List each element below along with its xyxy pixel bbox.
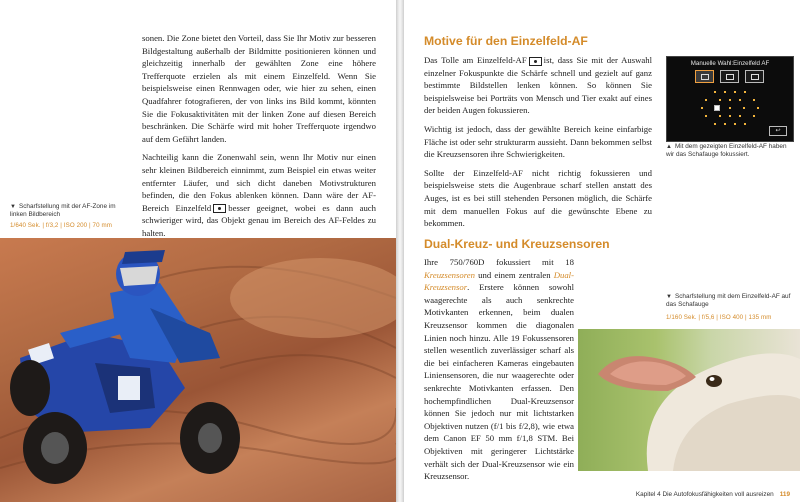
- quad-rider-illustration: [0, 238, 396, 502]
- heading-dual-kreuz: Dual-Kreuz- und Kreuzsensoren: [424, 237, 610, 251]
- page-footer: [636, 491, 790, 498]
- section2-part-b: und einem zentralen: [478, 269, 551, 280]
- caption-triangle-icon: ▼: [10, 204, 16, 210]
- quad-rider-photo: [0, 238, 396, 502]
- heading-einzelfeld-af: Motive für den Einzelfeld-AF: [424, 34, 588, 48]
- lcd-mode-zone-icon: [720, 70, 739, 83]
- left-paragraph-1: sonen. Die Zone bietet den Vorteil, dass Sie Ihr Motiv zur besseren Bildgestaltung außerhalb der Bildmitte positionieren können und gleichzeitig innerhalb der gewählten Zone eine höhere Trefferquote erzielen als mit einem Einzelfeld. Wenn Sie beispielsweise einen Rennwagen oder, wie hier zu sehen, einen Quadfahrer fotografieren, der von links ins Bild kommt, könnten Sie die Fokusaktivitäten mit der linken Zone auf diesen Bereich beschränken. Die Schärfe wird mit hoher Trefferquote irgendwo auf dem Gefährt landen.: [142, 33, 376, 144]
- section2-paragraph: [424, 256, 574, 483]
- lcd-mode-single-point-icon: [695, 70, 714, 83]
- section2-part-c: . Erstere können sowohl waagerechte als auch senkrechte Motivkanten erkennen, beim dualen Kreuzsensor kommen die diagonalen Linien noch hinzu. Alle 19 Fokussensoren stellen wesentlich zuverlässiger scharf als die bei einfacheren Kameras eingebauten Liniensensoren, die nur waagerechte oder senkrechte Motivkanten erfassen. Den hochempfindlichen Dual-Kreuzsensor können Sie jedoch nur mit lichtstarken Objektiven nutzen (f/1 bis f/2,8), wie etwa dem Canon EF 50 mm f/1,8 STM. Bei Objektiven mit geringerer Lichtstärke verhält sich der Dual-Kreuzsensor wie ein Kreuzsensor.: [424, 282, 574, 482]
- section2-text: [424, 256, 574, 489]
- section1-paragraph-1-part1: Das Tolle am Einzelfeld-AF: [424, 55, 527, 65]
- term-dual-kreuzsensor: Dual-Kreuzsensor: [424, 269, 574, 293]
- moto-exif: 1/640 Sek. | f/3,2 | ISO 200 | 70 mm: [10, 222, 112, 229]
- left-page: [0, 0, 396, 502]
- lcd-mode-auto-icon: [745, 70, 764, 83]
- left-paragraph-2-part1: Nachteilig kann die Zonenwahl sein, wenn Ihr Motiv nur einen sehr kleinen Bildbereich einnimmt, zum Beispiel ein etwas weiter entfernter Läufer, und sich dicht daneben Motivstrukturen befinden, die den Fokus ablenken können. Dann wäre der AF-Bereich Einzelfeld: [142, 152, 376, 213]
- section1-paragraph-2: Wichtig ist jedoch, dass der gewählte Bereich keine einfarbige Fläche ist oder sehr strukturarm aussieht. Dann bekommen selbst die Kreuzsensoren ihre Schwierigkeiten.: [424, 123, 652, 160]
- section1-text: [424, 54, 652, 236]
- lcd-caption: [666, 143, 796, 159]
- right-page: [404, 0, 800, 502]
- page-gutter: [396, 0, 404, 502]
- lcd-back-icon: ↩: [769, 126, 787, 136]
- af-single-point-icon: [213, 204, 226, 213]
- section1-paragraph-3: Sollte der Einzelfeld-AF nicht richtig fokussieren und beispielsweise stets die Augenbraue scharf stellen anstatt des Auges, ist es bei still stehenden Personen möglich, die Schärfe mit dem manuellen Fokus auf die gewünschte Ebene zu bekommen.: [424, 167, 652, 229]
- moto-caption: [10, 203, 122, 219]
- camera-lcd-screen: [666, 56, 794, 142]
- footer-page-number: 119: [779, 491, 790, 498]
- left-paragraph-2-part2: besser geeignet, wobei es dann auch schwieriger wird, das Objekt genau im Bereich des AF-Feldes zu halten.: [142, 202, 376, 238]
- sheep-illustration: [578, 329, 800, 471]
- footer-chapter: Kapitel 4 Die Autofokusfähigkeiten voll ausreizen: [635, 491, 774, 498]
- lcd-title: Manuelle Wahl:Einzelfeld AF: [690, 60, 770, 67]
- section1-paragraph-1-part2: ist, dass Sie mit der Auswahl einzelner Fokuspunkte die Schärfe schnell und gezielt auf ganz bestimmte Bildstellen lenken können. So können Sie beispielsweise bei Porträts von Mensch und Tier exakt auf eines der beiden Augen fokussieren.: [424, 55, 652, 116]
- sheep-photo: [578, 329, 800, 471]
- af-single-point-icon-2: [529, 57, 542, 66]
- sheep-exif: 1/160 Sek. | f/5,6 | ISO 400 | 135 mm: [666, 314, 772, 321]
- lcd-caption-text: Mit dem gezeigten Einzelfeld-AF haben wir das Schafauge fokussiert.: [666, 143, 787, 158]
- caption-triangle-icon-2: ▲: [666, 144, 672, 150]
- left-body-text: [142, 32, 376, 246]
- sheep-caption-text: Scharfstellung mit dem Einzelfeld-AF auf das Schafauge: [666, 293, 791, 308]
- moto-caption-text: Scharfstellung mit der AF-Zone im linken Bildbereich: [10, 203, 116, 218]
- left-paragraph-2: [142, 151, 376, 239]
- caption-triangle-icon-3: ▼: [666, 294, 672, 300]
- section1-paragraph-1: [424, 54, 652, 117]
- sheep-caption: [666, 293, 796, 309]
- term-kreuzsensoren: Kreuzsensoren: [424, 269, 475, 280]
- section2-part-a: Ihre 750/760D fokussiert mit 18: [424, 257, 574, 267]
